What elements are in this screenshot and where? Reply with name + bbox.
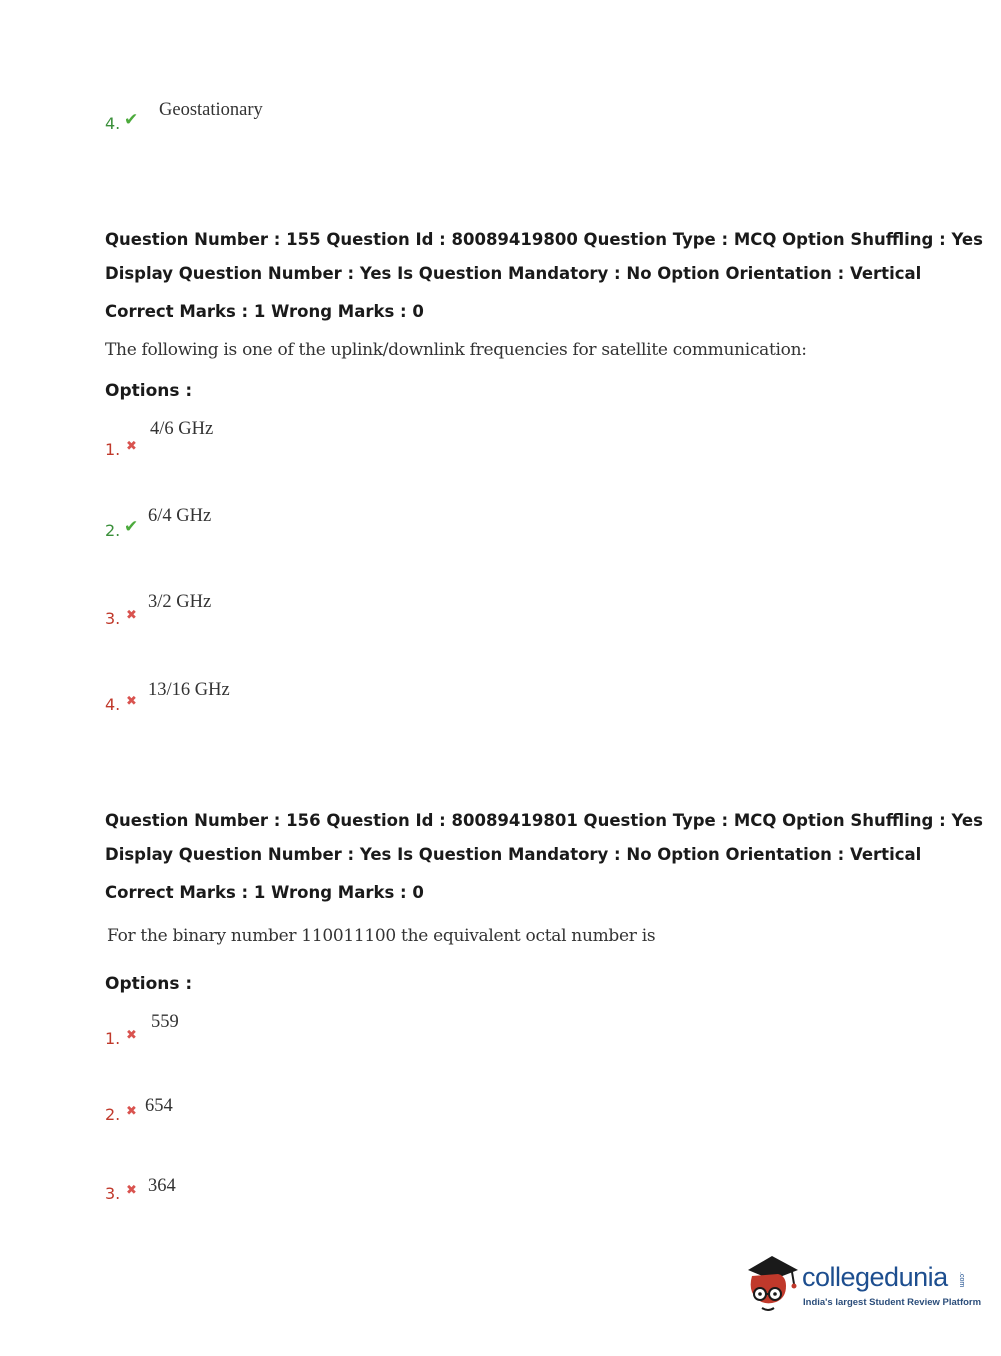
question-meta-line-1: Question Number : 155 Question Id : 80089419800 Question Type : MCQ Option Shuffling : Yes: [105, 230, 983, 249]
question-text: The following is one of the uplink/downlink frequencies for satellite communication:: [105, 340, 807, 360]
wrong-cross-icon: ✖: [126, 1028, 137, 1043]
options-label: Options :: [105, 381, 193, 401]
option-text: 654: [145, 1096, 173, 1116]
question-meta-line-2: Display Question Number : Yes Is Question Mandatory : No Option Orientation : Vertical: [105, 845, 922, 864]
logo-tagline: India's largest Student Review Platform: [803, 1297, 982, 1308]
option-text: Geostationary: [159, 100, 263, 120]
option-number: 4.: [105, 114, 121, 133]
question-meta-line-3: Correct Marks : 1 Wrong Marks : 0: [105, 302, 424, 321]
question-meta-line-1: Question Number : 156 Question Id : 80089419801 Question Type : MCQ Option Shuffling : Yes: [105, 811, 983, 830]
option-text: 6/4 GHz: [148, 506, 212, 526]
question-meta-line-2: Display Question Number : Yes Is Question Mandatory : No Option Orientation : Vertical: [105, 264, 922, 283]
question-meta-line-3: Correct Marks : 1 Wrong Marks : 0: [105, 883, 424, 902]
mascot-logo-icon: [742, 1250, 800, 1316]
wrong-cross-icon: ✖: [126, 694, 137, 709]
option-number: 2.: [105, 1105, 121, 1124]
option-text: 3/2 GHz: [148, 592, 212, 612]
option-text: 559: [151, 1012, 179, 1032]
option-number: 3.: [105, 609, 121, 628]
option-number: 3.: [105, 1184, 121, 1203]
option-number: 4.: [105, 695, 121, 714]
logo-wordmark: collegedunia: [802, 1262, 948, 1292]
option-text: 4/6 GHz: [150, 419, 214, 439]
option-number: 1.: [105, 440, 121, 459]
wrong-cross-icon: ✖: [126, 1104, 137, 1119]
options-label: Options :: [105, 974, 193, 994]
wrong-cross-icon: ✖: [126, 608, 137, 623]
option-number: 1.: [105, 1029, 121, 1048]
question-text: For the binary number 110011100 the equivalent octal number is: [107, 926, 656, 946]
correct-check-icon: ✔: [124, 110, 139, 130]
logo-suffix: .com: [958, 1272, 965, 1288]
option-number: 2.: [105, 521, 121, 540]
option-text: 13/16 GHz: [148, 680, 230, 700]
wrong-cross-icon: ✖: [126, 1183, 137, 1198]
wrong-cross-icon: ✖: [126, 439, 137, 454]
option-text: 364: [148, 1176, 176, 1196]
correct-check-icon: ✔: [124, 517, 139, 537]
